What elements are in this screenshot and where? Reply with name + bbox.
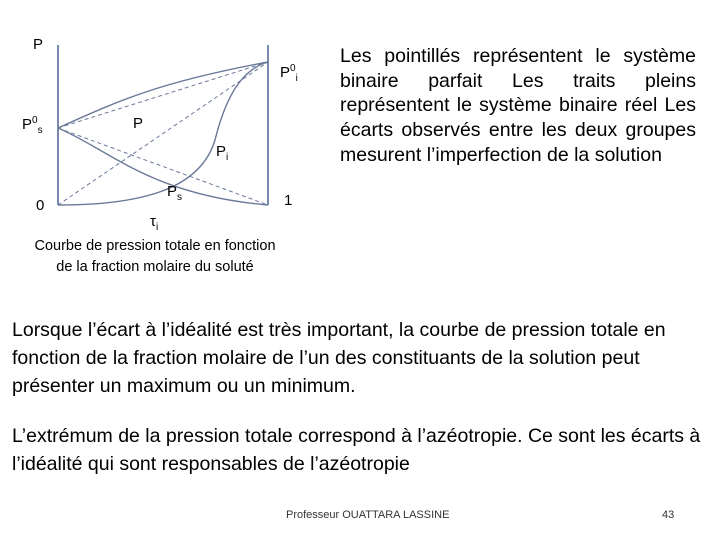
paragraph-azeotropy: L’extrémum de la pression totale correspond à l’azéotropie. Ce sont les écarts à l’idéalité qui sont responsables de l’azéotropie <box>12 425 701 475</box>
ideal-solute-pressure-line <box>58 62 268 205</box>
legend-text: Les pointillés représentent le système binaire parfait Les traits pleins représentent le système binaire réel Les écarts observés entre les deux groupes mesurent l’imperfection de la solution <box>340 45 696 166</box>
paragraph-ideality-deviation: Lorsque l’écart à l’idéalité est très important, la courbe de pression totale en fonction de la fraction molaire de l’un des constituants de la solution peut présenter un maximum ou un minimum. <box>12 319 666 397</box>
diagram-label-ps: $P_s$ <box>167 183 183 203</box>
diagram-label-p0i: $P^0_i$ <box>280 63 298 84</box>
page-number: 43 <box>662 509 675 521</box>
diagram-label-p0s: $P^0_s$ <box>22 115 43 136</box>
footer-author: Professeur OUATTARA LASSINE <box>286 509 450 521</box>
caption-line-1: Courbe de pression totale en fonction <box>34 238 276 254</box>
diagram-label-x-axis: $\tau_i$ <box>150 213 159 233</box>
ideal-total-pressure-line <box>58 62 268 128</box>
diagram-label-pi: $P_i$ <box>216 143 229 163</box>
caption-line-2: de la fraction molaire du soluté <box>56 259 254 275</box>
diagram-label-p-axis: P <box>33 36 44 53</box>
diagram-label-p-total: P <box>133 115 144 132</box>
diagram-label-zero: 0 <box>36 197 45 214</box>
diagram-caption <box>10 236 300 278</box>
ideal-solvent-pressure-line <box>58 128 268 205</box>
diagram-label-one: 1 <box>284 192 293 209</box>
